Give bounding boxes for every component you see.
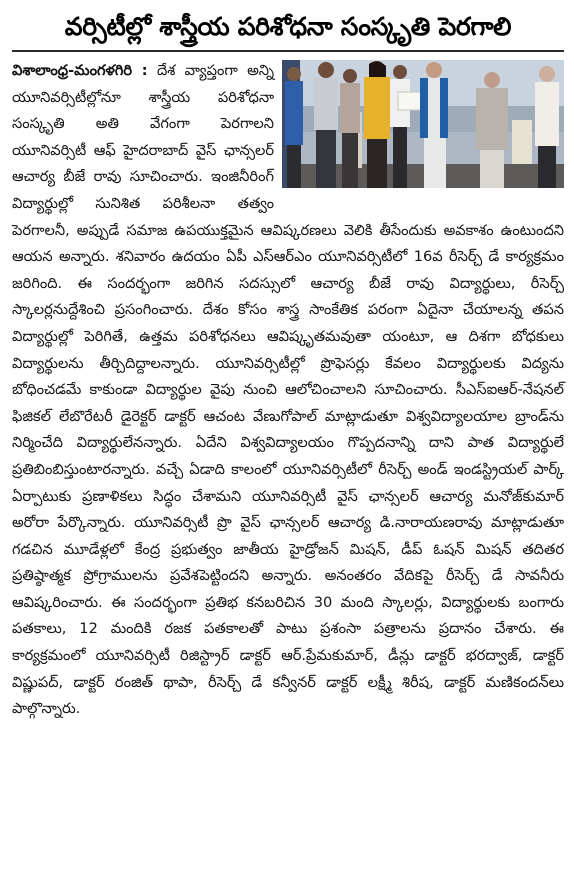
person-1 (285, 67, 303, 188)
article-paragraph: దేశ వ్యాప్తంగా అన్ని యూనివర్సిటీల్లోనూ శాస్త్రీయ పరిశోధనా సంస్కృతి అతి వేగంగా పెరగాలని యూనివర్సిటీ ఆఫ్ హైదరాబాద్ వైస్ ఛాన్సలర్ ఆచార్య బీజే రావు సూచించారు. ఇంజినీరింగ్ విద్యార్థుల్లో సునిశిత పరిశీలనా తత్వం పెరగాలనీ, అప్పుడే సమాజ ఉపయుక్తమైన ఆవిష్కరణలు వెలికి తీసేందుకు అవకాశం ఉంటుందని ఆయన అన్నారు. శనివారం ఉదయం ఏపీ ఎస్ఆర్ఎం యూనివర్సిటీలో 16వ రీసెర్చ్ డే కార్యక్రమం జరిగింది. ఈ సందర్భంగా జరిగిన సదస్సులో ఆచార్య బీజే రావు విద్యార్థులు, రీసెర్చ్ స్కాలర్లనుద్దేశించి ప్రసంగించారు. దేశం కోసం శాస్త్ర సాంకేతిక పరంగా ఏదైనా చేయాలన్న తపన విద్యార్థుల్లో పెరిగితే, ఉత్తమ పరిశోధనలు ఆవిష్కృతమవుతా యంటూ, ఆ దిశగా బోధకులు విద్యార్థులను తీర్చిదిద్దాలన్నారు. యూనివర్సిటీల్లో ప్రొఫెసర్లు కేవలం విద్యార్థులకు విద్యను బోధించడమే కాకుండా విద్యార్థుల వైపు నుంచి ఆలోచించాలని సూచించారు. సీఎస్ఐఆర్-నేషనల్ ఫిజికల్ లేబొరేటరీ డైరెక్టర్ డాక్టర్ ఆచంట వేణుగోపాల్ మాట్లాడుతూ విశ్వవిద్యాలయాల బ్రాండ్‌ను నిర్మించేది విద్యార్థులేనన్నారు. ఏదేని విశ్వవిద్యాలయం గొప్పదనాన్ని దాని పాత విద్యార్థులే ప్రతిబింబిస్తుంటారన్నారు. వచ్చే ఏడాది కాలంలో యూనివర్సిటీలో రీసెర్చ్ అండ్ ఇండస్ట్రియల్ పార్క్ ఏర్పాటుకు ప్రణాళికలు సిద్ధం చేశామని యూనివర్సిటీ వైస్ ఛాన్సలర్ ఆచార్య మనోజ్‌కుమార్ అరోరా పేర్కొన్నారు. యూనివర్సిటీ ప్రొ వైస్ ఛాన్సలర్ ఆచార్య డి.నారాయణరావు మాట్లాడుతూ గడచిన మూడేళ్లలో కేంద్ర ప్రభుత్వం జాతీయ హైడ్రోజన్ మిషన్, డీప్ ఓషన్ మిషన్ తదితర ప్రతిష్ఠాత్మక ప్రోగ్రాములను ప్రవేశపెట్టిందని అన్నారు. అనంతరం వేదికపై రీసెర్చ్ డే సావనీరు ఆవిష్కరించారు. ఈ సందర్భంగా ప్రతిభ కనబరిచిన 30 మంది స్కాలర్లు, విద్యార్థులకు బంగారు పతకాలు, 12 మందికి రజక పతకాలతో పాటు ప్రశంసా పత్రాలను ప్రదానం చేశారు. ఈ కార్యక్రమంలో యూనివర్సిటీ రిజిస్ట్రార్ డాక్టర్ ఆర్.ప్రేమకుమార్, డీన్లు డాక్టర్ భరద్వాజ్, డాక్టర్ విష్ణుపద్, డాక్టర్ రంజిత్ థాపా, రీసెర్చ్ డే కన్వీనర్ డాక్టర్ లక్ష్మీ శిరీష, డాక్టర్ మణికందన్‌లు పాల్గొన్నారు. (12, 62, 564, 718)
person-8 (535, 66, 559, 188)
person-6 (420, 62, 448, 188)
headline: వర్సిటీల్లో శాస్త్రీయ పరిశోధనా సంస్కృతి పెరగాలి (64, 12, 512, 41)
person-5 (390, 65, 410, 188)
person-4 (364, 61, 390, 188)
headline-divider (12, 50, 564, 52)
person-2 (314, 62, 338, 188)
dateline: విశాలాంధ్ర-మంగళగిరి : (12, 62, 148, 79)
person-7 (476, 72, 508, 188)
article-body (12, 58, 564, 723)
event-photo (282, 60, 564, 188)
person-3 (340, 69, 360, 188)
